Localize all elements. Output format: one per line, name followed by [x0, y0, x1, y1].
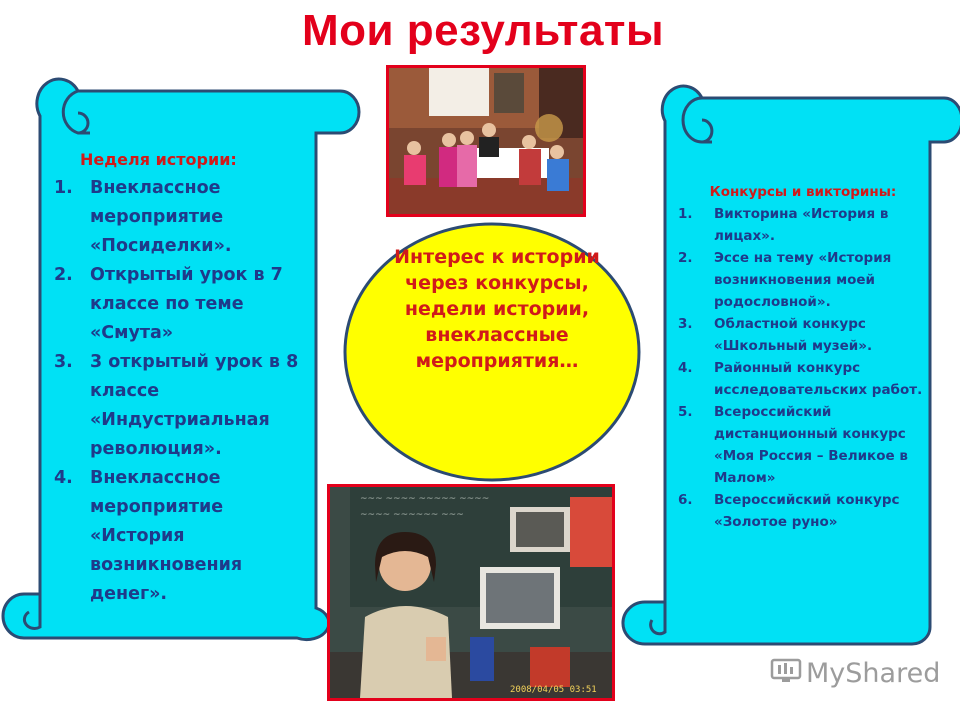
list-item: [678, 401, 928, 489]
list-item-text: Областной конкурс «Школьный музей».: [714, 316, 873, 354]
list-item-text: Викторина «История в лицах».: [714, 206, 889, 244]
svg-text:~~~~ ~~~~~~ ~~~: ~~~~ ~~~~~~ ~~~: [360, 510, 464, 520]
left-panel-heading: Неделя истории:: [80, 150, 237, 169]
list-item: [54, 348, 304, 464]
list-item-number: 4.: [54, 468, 73, 488]
ellipse-text: Интерес к истории через конкурсы, недели истории, внеклассные мероприятия…: [394, 246, 600, 372]
list-item-number: 3.: [678, 316, 693, 332]
photo-posidelki: [386, 65, 586, 217]
list-item-number: 2.: [678, 250, 693, 266]
list-item: [678, 313, 928, 357]
left-panel-list: [54, 174, 304, 609]
watermark-text: MyShared: [806, 658, 941, 689]
list-item-number: 4.: [678, 360, 693, 376]
list-item-text: 3 открытый урок в 8 классе «Индустриальная революция».: [90, 352, 299, 459]
list-item: [678, 203, 928, 247]
photo-date-stamp: 2008/04/05 03:51: [510, 685, 597, 695]
list-item-text: Эссе на тему «История возникновения моей родословной».: [714, 250, 892, 310]
list-item-number: 2.: [54, 265, 73, 285]
list-item-number: 5.: [678, 404, 693, 420]
list-item-number: 1.: [54, 178, 73, 198]
list-item-text: Всероссийский дистанционный конкурс «Моя Россия – Великое в Малом»: [714, 404, 908, 486]
myshared-watermark: [770, 656, 940, 693]
list-item: [54, 464, 304, 609]
list-item: [54, 261, 304, 348]
svg-text:~~~ ~~~~ ~~~~~ ~~~~: ~~~ ~~~~ ~~~~~ ~~~~: [360, 494, 490, 504]
myshared-logo-icon: [770, 656, 802, 693]
list-item: [54, 174, 304, 261]
photo-posidelki-drawing: [389, 68, 583, 214]
right-panel-text: [678, 181, 928, 533]
list-item-number: 6.: [678, 492, 693, 508]
list-item-text: Районный конкурс исследовательских работ.: [714, 360, 923, 398]
list-item: [678, 489, 928, 533]
list-item: [678, 357, 928, 401]
right-panel-list: [678, 203, 928, 533]
right-panel-heading: Конкурсы и викторины:: [709, 184, 897, 200]
photo-teacher-drawing: [330, 487, 612, 698]
list-item-number: 1.: [678, 206, 693, 222]
slide-title: Мои результаты: [301, 6, 665, 55]
list-item-text: Внеклассное мероприятие «Посиделки».: [90, 178, 232, 256]
photo-teacher: [327, 484, 615, 701]
list-item-text: Открытый урок в 7 классе по теме «Смута»: [90, 265, 283, 343]
list-item-number: 3.: [54, 352, 73, 372]
list-item-text: Внеклассное мероприятие «История возникновения денег».: [90, 468, 243, 604]
list-item-text: Всероссийский конкурс «Золотое руно»: [714, 492, 900, 530]
list-item: [678, 247, 928, 313]
left-panel-text: [54, 146, 304, 609]
